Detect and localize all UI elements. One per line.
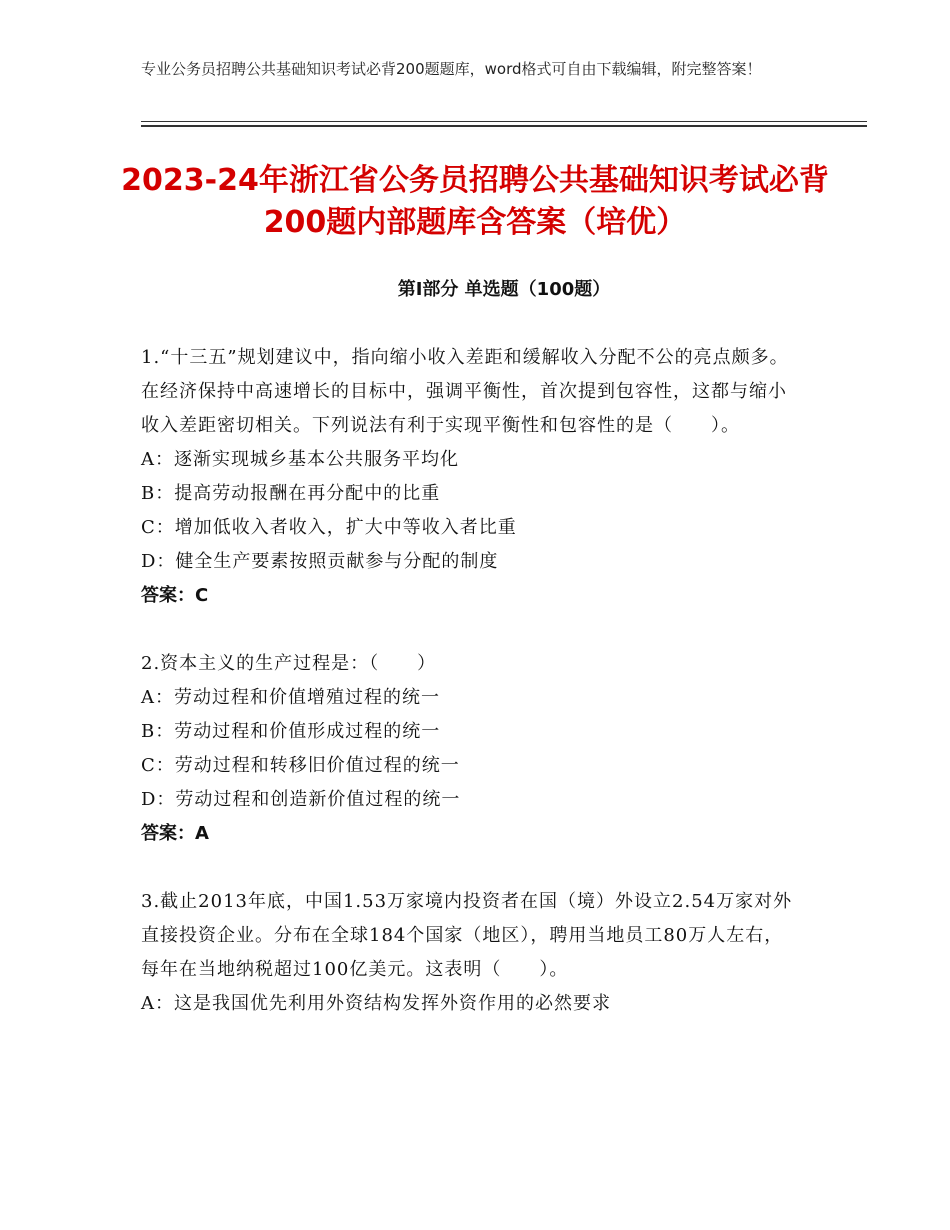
question-3 <box>141 885 801 1021</box>
question-stem: 2.资本主义的生产过程是：（ ） <box>141 653 437 674</box>
option-d: D：劳动过程和创造新价值过程的统一 <box>141 789 461 810</box>
option-b: B：劳动过程和价值形成过程的统一 <box>141 721 441 742</box>
header-note: 专业公务员招聘公共基础知识考试必背200题题库，word格式可自由下载编辑，附完整答案！ <box>141 60 762 78</box>
option-a: A：劳动过程和价值增殖过程的统一 <box>141 687 440 708</box>
answer-label: 答案：C <box>141 585 209 606</box>
option-c: C：劳动过程和转移旧价值过程的统一 <box>141 755 460 776</box>
option-d: D：健全生产要素按照贡献参与分配的制度 <box>141 551 499 572</box>
option-b: B：提高劳动报酬在再分配中的比重 <box>141 483 441 504</box>
section-title: 第Ⅰ部分 单选题（100题） <box>397 279 611 300</box>
question-stem: 3.截止2013年底，中国1.53万家境内投资者在国（境）外设立2.54万家对外直接投资企业。分布在全球184个国家（地区），聘用当地员工80万人左右，每年在当地纳税超过100亿美元。这表明（ ）。 <box>141 891 793 980</box>
option-a: A：逐渐实现城乡基本公共服务平均化 <box>141 449 459 470</box>
question-list <box>141 341 801 1055</box>
option-c: C：增加低收入者收入，扩大中等收入者比重 <box>141 517 517 538</box>
question-1 <box>141 341 801 613</box>
question-2 <box>141 647 801 851</box>
option-a: A：这是我国优先利用外资结构发挥外资作用的必然要求 <box>141 993 611 1014</box>
answer-label: 答案：A <box>141 823 209 844</box>
document-title: 2023-24年浙江省公务员招聘公共基础知识考试必背200题内部题库含答案（培优） <box>121 163 829 240</box>
question-stem: 1.“十三五”规划建议中，指向缩小收入差距和缓解收入分配不公的亮点颇多。在经济保持中高速增长的目标中，强调平衡性，首次提到包容性，这都与缩小收入差距密切相关。下列说法有利于实现平衡性和包容性的是（ ）。 <box>141 347 789 436</box>
header-divider-thin <box>141 121 867 122</box>
header-divider-thick <box>141 125 867 127</box>
